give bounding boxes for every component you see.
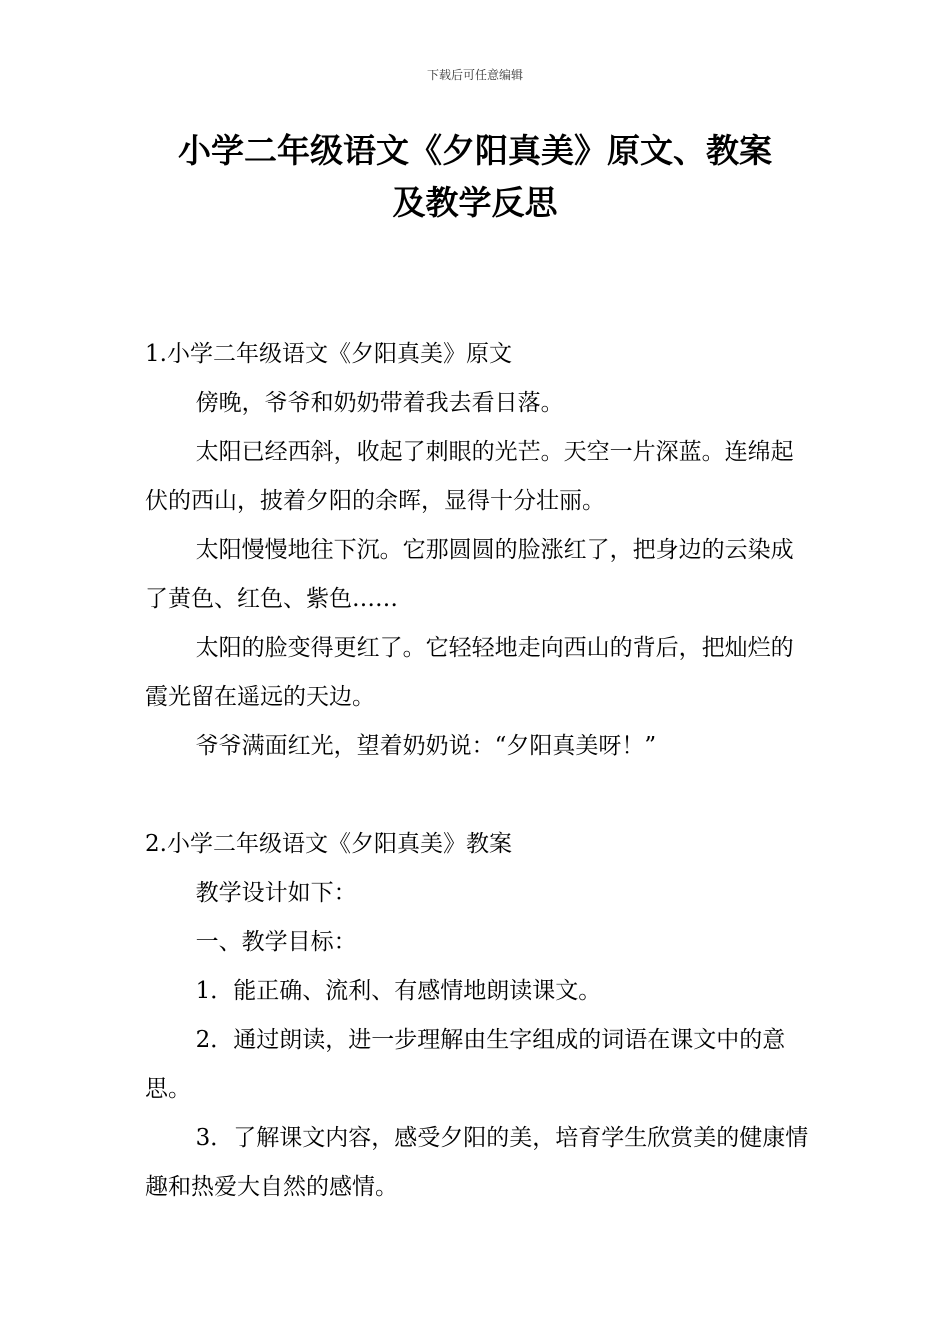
document-title [100, 125, 850, 229]
paragraph: 太阳慢慢地往下沉。它那圆圆的脸涨红了，把身边的云染成了黄色、红色、紫色…… [145, 537, 794, 612]
section-heading-original-text: 1.小学二年级语文《夕阳真美》原文 [145, 341, 512, 367]
section-heading-lesson-plan: 2.小学二年级语文《夕阳真美》教案 [145, 831, 512, 857]
paragraph: 一、教学目标： [195, 929, 357, 955]
paragraph: 1．能正确、流利、有感情地朗读课文。 [195, 978, 602, 1004]
title-line-1: 小学二年级语文《夕阳真美》原文、教案 [178, 131, 772, 170]
paragraph: 2．通过朗读，进一步理解由生字组成的词语在课文中的意思。 [145, 1027, 786, 1102]
document-body [145, 330, 810, 1212]
paragraph: 傍晚，爷爷和奶奶带着我去看日落。 [195, 390, 564, 416]
section-spacer [145, 771, 810, 820]
page-header-note: 下载后可任意编辑 [426, 68, 523, 82]
paragraph: 教学设计如下： [195, 880, 357, 906]
paragraph: 3．了解课文内容，感受夕阳的美，培育学生欣赏美的健康情趣和热爱大自然的感情。 [145, 1125, 809, 1200]
paragraph: 太阳已经西斜，收起了刺眼的光芒。天空一片深蓝。连绵起伏的西山，披着夕阳的余晖，显得十分壮丽。 [145, 439, 794, 514]
paragraph: 太阳的脸变得更红了。它轻轻地走向西山的背后，把灿烂的霞光留在遥远的天边。 [145, 635, 794, 710]
title-line-2: 及教学反思 [392, 183, 558, 222]
paragraph: 爷爷满面红光，望着奶奶说：“夕阳真美呀！” [195, 733, 657, 759]
